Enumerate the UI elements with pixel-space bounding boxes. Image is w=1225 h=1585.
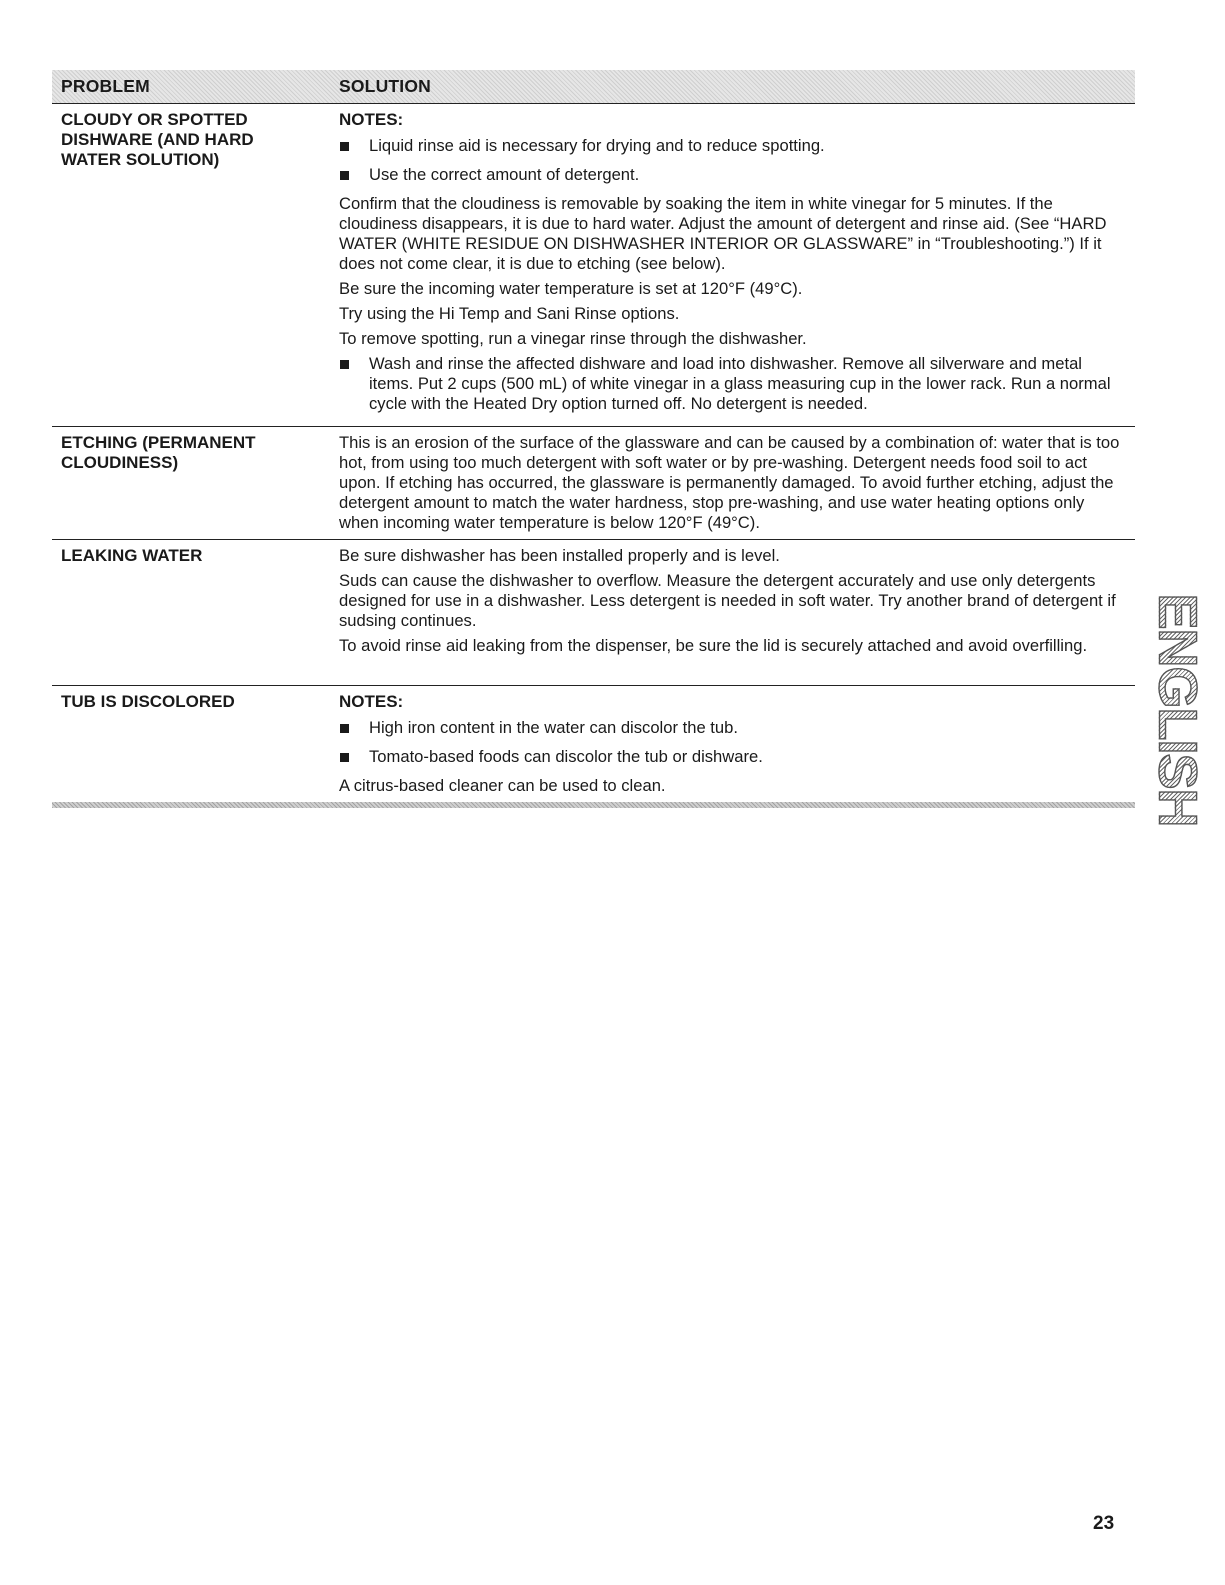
table-end-bar: [52, 802, 1135, 808]
solution-paragraph: Be sure the incoming water temperature is set at 120°F (49°C).: [339, 279, 803, 298]
problem-cell: [52, 540, 339, 685]
language-side-tab: [1150, 570, 1206, 850]
problem-text: CLOUDY OR SPOTTED: [61, 110, 248, 129]
header-problem: PROBLEM: [61, 76, 150, 96]
table-row-etching: [52, 427, 1135, 540]
bullet-square-icon: [340, 360, 349, 369]
troubleshooting-table: [52, 70, 1135, 808]
problem-text: CLOUDINESS): [61, 453, 179, 472]
solution-paragraph: This is an erosion of the surface of the glassware and can be caused by a combination of: water that is too hot, from using too much detergent with soft water or by pre-washing. Detergent needs food soil to act upon. If etching has occurred, the glassware is permanently damaged. To avoid further etching, adjust the detergent amount to match the water hardness, stop pre-washing, and use water heating options only when incoming water temperature is below 120°F (49°C).: [339, 433, 1120, 532]
problem-text: TUB IS DISCOLORED: [61, 692, 235, 711]
bullet-square-icon: [340, 753, 349, 762]
problem-cell: [52, 427, 339, 539]
bullet-item: Wash and rinse the affected dishware and load into dishwasher. Remove all silverware and metal items. Put 2 cups (500 mL) of white vinegar in a glass measuring cup in the lower rack. Run a normal cycle with the Heated Dry option turned off. No detergent is needed.: [339, 354, 1125, 414]
table-row-tub: [52, 686, 1135, 802]
solution-cell: [339, 427, 1135, 539]
bullet-item: Liquid rinse aid is necessary for drying and to reduce spotting.: [339, 136, 1125, 156]
header-solution: SOLUTION: [339, 76, 432, 96]
side-tab-label: ENGLISH: [1148, 593, 1208, 827]
problem-text: LEAKING WATER: [61, 546, 203, 565]
solution-paragraph: A citrus-based cleaner can be used to clean.: [339, 776, 666, 795]
notes-label: NOTES:: [339, 692, 404, 711]
bullet-item: High iron content in the water can discolor the tub.: [339, 718, 1125, 738]
problem-cell: [52, 686, 339, 802]
bullet-square-icon: [340, 724, 349, 733]
table-header: [52, 70, 1135, 104]
solution-paragraph: Suds can cause the dishwasher to overflow. Measure the detergent accurately and use only detergents designed for use in a dishwasher. Less detergent is needed in soft water. Try another brand of detergent if sudsing continues.: [339, 571, 1116, 630]
solution-paragraph: To avoid rinse aid leaking from the dispenser, be sure the lid is securely attached and avoid overfilling.: [339, 636, 1088, 655]
solution-paragraph: Confirm that the cloudiness is removable by soaking the item in white vinegar for 5 minutes. If the cloudiness disappears, it is due to hard water. Adjust the amount of detergent and rinse aid. (See “HARD WATER (WHITE RESIDUE ON DISHWASHER INTERIOR OR GLASSWARE” in “Troubleshooting.”) If it does not come clear, it is due to etching (see below).: [339, 194, 1107, 273]
bullet-square-icon: [340, 142, 349, 151]
table-row-leaking: [52, 540, 1135, 686]
solution-cell: [339, 540, 1135, 685]
solution-cell: [339, 104, 1135, 426]
table-row-cloudy: [52, 104, 1135, 427]
page-number: 23: [1093, 1513, 1115, 1534]
bullet-item: Tomato-based foods can discolor the tub or dishware.: [339, 747, 1125, 767]
problem-cell: [52, 104, 339, 426]
solution-paragraph: To remove spotting, run a vinegar rinse through the dishwasher.: [339, 329, 807, 348]
bullet-item: Use the correct amount of detergent.: [339, 165, 1125, 185]
solution-paragraph: Try using the Hi Temp and Sani Rinse options.: [339, 304, 680, 323]
notes-label: NOTES:: [339, 110, 404, 129]
problem-text: WATER SOLUTION): [61, 150, 220, 169]
problem-text: DISHWARE (AND HARD: [61, 130, 254, 149]
solution-paragraph: Be sure dishwasher has been installed properly and is level.: [339, 546, 780, 565]
bullet-square-icon: [340, 171, 349, 180]
solution-cell: [339, 686, 1135, 802]
problem-text: ETCHING (PERMANENT: [61, 433, 256, 452]
